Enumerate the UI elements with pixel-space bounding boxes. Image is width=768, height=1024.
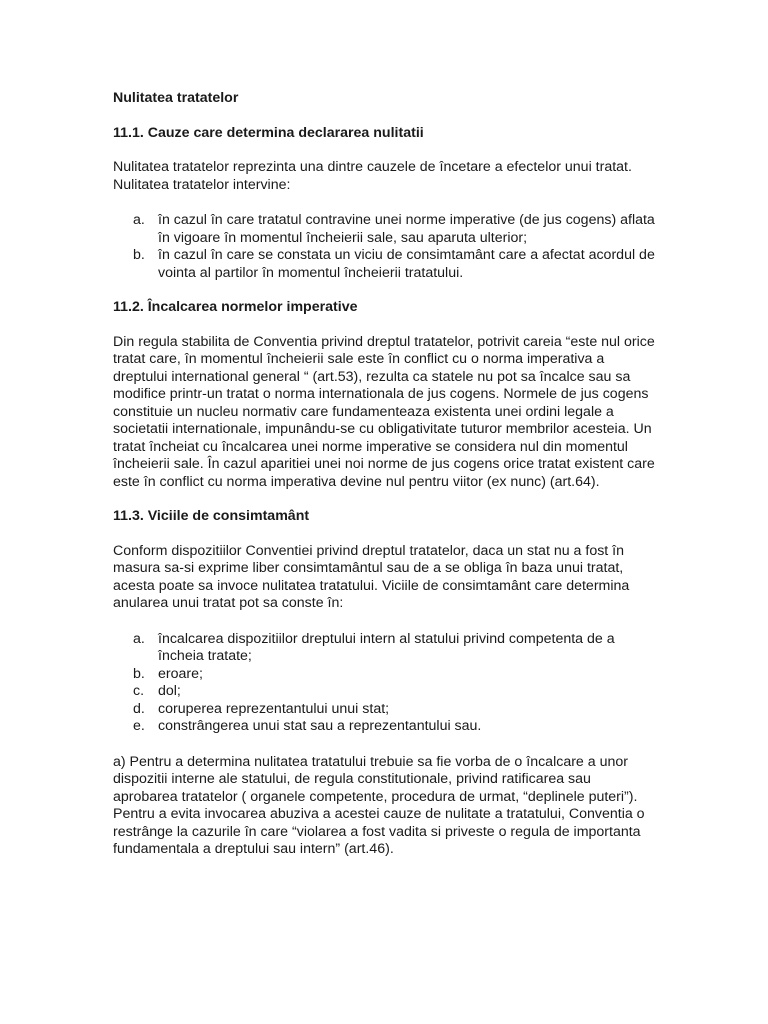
spacer — [113, 194, 658, 212]
section-3-heading: 11.3. Viciile de consimtamânt — [113, 508, 310, 524]
list-item — [113, 631, 658, 666]
section-3-intro: Conform dispozitiilor Conventiei privind dreptul tratatelor, daca un stat nu a fost în masura sa-si exprime liber consimtamântul sau de a se obliga în baza unui tratat, acesta poate sa invoce nulitatea tratatului. Viciile de consimtamânt care determina anularea unui tratat pot sa conste în: — [113, 542, 630, 611]
list-marker: b. — [133, 665, 145, 682]
document-page — [113, 90, 658, 859]
list-item — [113, 666, 658, 684]
list-item-text: dol; — [158, 683, 181, 699]
spacer — [113, 526, 658, 543]
document-title: Nulitatea tratatelor — [113, 90, 239, 106]
section-3-list — [113, 631, 658, 736]
list-item-text: în cazul în care se constata un viciu de consimtamânt care a afectat acordul de vointa al partilor în momentul încheierii tratatului. — [158, 247, 655, 281]
list-item — [113, 247, 658, 282]
section-1-list — [113, 212, 658, 282]
list-marker: d. — [133, 700, 145, 717]
list-item-text: în cazul în care tratatul contravine unei norme imperative (de jus cogens) aflata în vigoare în momentul încheierii sale, sau aparuta ulterior; — [158, 212, 655, 246]
list-item-text: încalcarea dispozitiilor dreptului intern al statului privind competenta de a încheia tratate; — [158, 630, 615, 664]
list-item — [113, 212, 658, 247]
list-marker: e. — [133, 718, 145, 734]
list-item — [113, 701, 658, 719]
list-item-text: coruperea reprezentantului unui stat; — [158, 700, 390, 717]
list-item — [113, 718, 658, 736]
list-item — [113, 683, 658, 701]
spacer — [113, 491, 658, 508]
section-2-body: Din regula stabilita de Conventia privind dreptul tratatelor, potrivit careia “este nul orice tratat care, în momentul încheierii sale este în conflict cu o norma imperativa a dreptului international general “ (art.53), rezulta ca statele nu pot sa încalce sau sa modifice printr-un tratat o norma internationala de jus cogens. Normele de jus cogens constituie un nucleu normativ care fundamenteaza existenta unei ordini legale a societatii internationale, impunându-se cu obligativitate tuturor membrilor acesteia. Un tratat încheiat cu încalcarea unei norme imperative se considera nul din momentul încheierii sale. În cazul aparitiei unei noi norme de jus cogens orice tratat existent care este în conflict cu norma imperativa devine nul pentru viitor (ex nunc) (art.64). — [113, 333, 655, 490]
list-marker: a. — [133, 212, 145, 228]
list-item-text: eroare; — [158, 665, 203, 682]
list-marker: a. — [133, 630, 145, 647]
section-3-paragraph-a: a) Pentru a determina nulitatea tratatului trebuie sa fie vorba de o încalcare a unor dispozitii interne ale statului, de regula constitutionale, privind ratificarea sau aprobarea tratatelor ( organele competente, procedura de urmat, “deplinele puteri”). Pentru a evita invocarea abuziva a acestei cauze de nulitate a tratatului, Conventia o restrânge la cazurile în care “violarea a fost vadita si priveste o regula de importanta fundamentala a dreptului sau intern” (art.46). — [113, 753, 645, 857]
spacer — [113, 142, 658, 159]
spacer — [113, 736, 658, 754]
section-2-heading: 11.2. Încalcarea normelor imperative — [113, 299, 358, 315]
spacer — [113, 317, 658, 334]
spacer — [113, 613, 658, 631]
section-1-heading: 11.1. Cauze care determina declararea nulitatii — [113, 124, 424, 141]
list-marker: b. — [133, 247, 145, 263]
section-1-intro: Nulitatea tratatelor reprezinta una dintre cauzele de încetare a efectelor unui tratat. Nulitatea tratatelor intervine: — [113, 159, 632, 193]
spacer — [113, 108, 658, 125]
list-item-text: constrângerea unui stat sau a reprezentantului sau. — [158, 718, 482, 734]
list-marker: c. — [133, 683, 145, 699]
spacer — [113, 282, 658, 299]
